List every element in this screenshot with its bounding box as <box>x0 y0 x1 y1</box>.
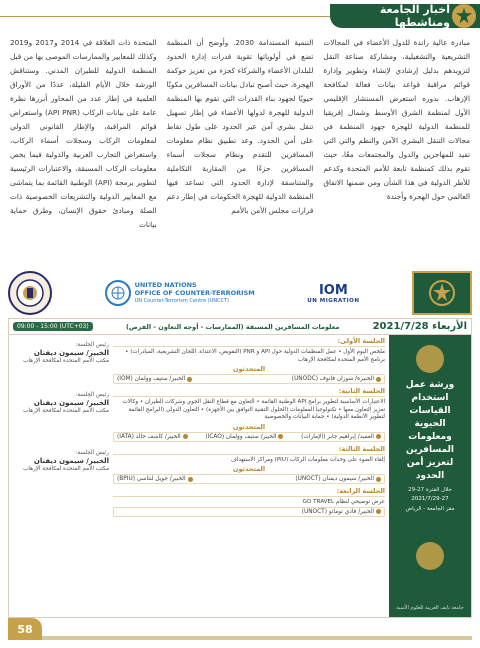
bullet-icon <box>376 509 381 514</box>
session-heading: الجلسة الثالثة: <box>113 445 385 455</box>
speaker <box>117 376 192 382</box>
bullet-icon <box>183 434 188 439</box>
page-number: 58 <box>8 618 42 640</box>
chair-label: رئيس الجلسة: <box>75 449 109 456</box>
chair-name: الخبير/ سيمون ديفنان <box>33 349 109 357</box>
speaker-name: العميد/ إبراهيم جابر (الإمارات) <box>301 433 374 440</box>
workshop-side-panel <box>389 335 471 617</box>
session-chair <box>13 445 109 485</box>
chair-name: الخبير/ سيمون ديفنان <box>33 399 109 407</box>
bullet-icon <box>187 377 192 382</box>
iom-logo-subtext: UN MIGRATION <box>307 297 360 304</box>
session-1 <box>13 337 385 384</box>
speakers-divider: المتحدثون <box>232 365 266 373</box>
speaker <box>301 434 381 440</box>
header-rule <box>0 16 330 17</box>
partner-logos <box>8 268 472 318</box>
workshop-dates: 2021/7/29-27 <box>411 496 449 502</box>
article-column-3: المتحدة ذات العلاقة في 2014 و2017 و2019 وكذلك للمعايير والممارسات الموصى بها من قبل المنظمة الدولية للطيران المدني. وستناقش الورشة خلال الأيام القليلة، عددًا من الأوراق العلمية في إطار عدد من المحاور أبرزها نظرة عامة على بيانات الركاب (API PNR) واستعراض قوائم المراقبة، والإطار القانوني الدولي لمعلومات الركاب وسجلات أسماء الركاب، واستعراض التجارب العربية والدولية فيما يخص معلومات الركاب المسبقة، والاعتبارات الرئيسية لتطوير برمجة (API) الوطنية القائمة بما يتماشى مع المعايير الدولية والتشريعات الخصوصية ذات الصلة ومبادئ حقوق الإنسان، وطرق حماية بيانات <box>9 38 157 229</box>
bullet-icon <box>278 434 283 439</box>
session-chair-empty <box>13 487 109 517</box>
program-title: معلومات المسافرين المسبقة (الممارسات - أوجه التعاون - الفرص) <box>125 322 340 331</box>
bullet-icon <box>188 477 193 482</box>
workshop-title: ورشة عمل استخدام القياسات الحيوية ومعلومات المسافرين لتعزيز أمن الحدود <box>405 380 455 481</box>
workshop-place: مقر الجامعة - الرياض <box>405 506 455 512</box>
speaker <box>205 434 283 440</box>
ornament-icon <box>452 4 476 28</box>
university-seal <box>8 271 52 315</box>
bullet-icon <box>376 377 381 382</box>
nauss-logo <box>412 271 472 315</box>
iom-logo-text: IOM <box>318 282 348 298</box>
speaker-name: الخبير/ ستيف وولمان (IOM) <box>117 376 186 382</box>
speaker-name: الخبير/ كاشف خالد (IATA) <box>117 433 181 440</box>
bullet-icon <box>376 434 381 439</box>
section-title: أخبار الجامعة ومناشطها <box>379 3 450 29</box>
workshop-organizer: جامعة نايف العربية للعلوم الأمنية <box>396 605 464 611</box>
session-4 <box>13 487 385 517</box>
speakers-row <box>113 474 385 484</box>
speakers-row <box>113 432 385 442</box>
speakers-divider: المتحدثون <box>232 422 266 431</box>
session-topics: إلقاء الضوء على وحدات معلومات الركاب (PIU) ومراكز الاستهداف <box>231 456 385 463</box>
un-line-1: UNITED NATIONS <box>134 281 197 289</box>
program-date: 2021/7/28 <box>372 321 429 332</box>
ornament-icon <box>416 345 444 373</box>
session-heading: الجلسة الأولى: <box>113 337 385 347</box>
speaker-name: الخبير/ ستيف وولمان (ICAO) <box>205 433 277 440</box>
chair-name: الخبير/ سيمون ديفنان <box>33 456 109 465</box>
chair-label: رئيس الجلسة: <box>75 342 109 348</box>
speaker <box>117 434 188 440</box>
workshop-program <box>8 318 472 618</box>
chair-role: مكتب الأمم المتحدة لمكافحة الإرهاب <box>23 358 109 364</box>
footer-bar <box>42 636 472 640</box>
speaker-name: الخبير/ سيمون ديفنان (UNOCT) <box>295 476 374 482</box>
program-time: 09:00 - 15:00 (UTC+03) <box>13 322 93 331</box>
session-heading: الجلسة الثانية: <box>113 387 385 397</box>
session-topics: الاعتبارات الأساسية لتطوير برامج API الوطنية القائمة • التعاون مع قطاع النقل الجوي وشركات الطيران • وكالات تعزيز التعاون معها • تكنولوجيا المعلومات (الحلول التقنية التوافق بين الأجهزة) • التعاون الدولي (البرامج القائمة لتطوير الأنظمة الدولية) • حماية البيانات والخصوصية <box>122 399 385 420</box>
speaker-name: الخبير/ فادي توماتو (UNOCT) <box>301 508 374 515</box>
speaker <box>302 509 381 515</box>
speaker-name: الخبير/ جويل لنتاسي (BPIU) <box>117 476 186 482</box>
speakers-divider: المتحدثون <box>232 465 266 473</box>
session-3 <box>13 445 385 485</box>
chair-role: مكتب الأمم المتحدة لمكافحة الإرهاب <box>23 465 109 472</box>
un-emblem-icon <box>105 280 131 306</box>
workshop-period: خلال الفترة 27-29 <box>408 487 452 493</box>
speaker <box>295 476 381 482</box>
un-line-2: OFFICE OF COUNTER-TERRORISM <box>134 289 255 297</box>
article-column-2: التنمية المستدامة 2030. وأوضح أن المنظمة تضع في أولوياتها تقوية قدرات إدارة الحدود للبلدان الأعضاء والشركاء كجزء من تعزيز حوكمة الهجرة، حيث أصبح تبادل بيانات المسافرين مكونًا حيويًا لجهود بناء القدرات التي تقوم بها المنظمة الدولية للهجرة لدولها الأعضاء في إطار تسهيل تنقل بشري آمن عبر الحدود على طول نقاط على أمن الحدود. وعد تطبيق نظام معلومات المسافرين للتقدم ونظام سجلات أسماء المسافرين جزءًا من المقاربة التكاملية والمتناسقة لإدارة الحدود التي تساعد فيها المنظمة الدولية للهجرة الحكومات في إطار دعم قرارات مجلس الأمن بالأمم <box>166 38 314 215</box>
session-chair <box>13 337 109 384</box>
session-topics: عرض توضيحي لنظام GO TRAVEL <box>302 499 385 505</box>
program-day-date <box>373 321 467 332</box>
unoct-logo <box>105 280 255 306</box>
session-topics: ملخص اليوم الأول • عمل المنظمات الدولية حول API و PNR (التفويض، الاعتداء، اللجان التشريعية، المبادرات) • برنامج الأمم المتحدة لمكافحة الإرهاب <box>125 349 385 363</box>
article-column-1: مبادرة عالية راندة للدول الأعضاء في المجالات التشريعية والتشغيلية، ومشاركة صناعة النقل لتزويدهم بدليل إرشادي لإنشاء وتطوير وإدارة قوائم مراقبة قواعد بيانات فعالة لمكافحة الإرهاب. بدوره استعرض المستشار الإقليمي الأول لمنظمة الشرق الأوسط وشمال إفريقيا للمنظمة الدولية للهجرة جهود المنظمة في مجالات التنقل البشري الآمن والنظم والتي التي تفيد للمهاجرين والدول والمجتمعات معًا، حيث تقوم بذلك كمنظمة تابعة للأمم المتحدة وكدعم للأطر الدولية في هذا الشأن ومن ضمنها الاتفاق العالمي حول الهجرة وأجندة <box>323 38 470 201</box>
session-heading: الجلسة الرابعة: <box>113 487 385 497</box>
article-columns <box>10 36 470 268</box>
speakers-row <box>113 374 385 384</box>
speakers-row <box>113 507 385 517</box>
chair-label: رئيس الجلسة: <box>75 392 109 398</box>
chair-role: مكتب الأمم المتحدة لمكافحة الإرهاب <box>23 408 109 414</box>
session-chair <box>13 387 109 442</box>
un-line-3: UN Counter-Terrorism Centre (UNCCT) <box>134 298 229 304</box>
bullet-icon <box>376 477 381 482</box>
speaker <box>117 476 193 482</box>
sessions-list <box>13 337 385 520</box>
speaker <box>292 376 381 382</box>
speaker-name: الخبيرة/ سوزان فانوف (UNODC) <box>291 376 374 382</box>
program-header <box>9 319 471 335</box>
session-2 <box>13 387 385 442</box>
page-header <box>0 0 480 32</box>
ornament-icon <box>416 542 444 570</box>
iom-logo <box>307 283 359 304</box>
program-day: الأربعاء <box>432 321 467 332</box>
